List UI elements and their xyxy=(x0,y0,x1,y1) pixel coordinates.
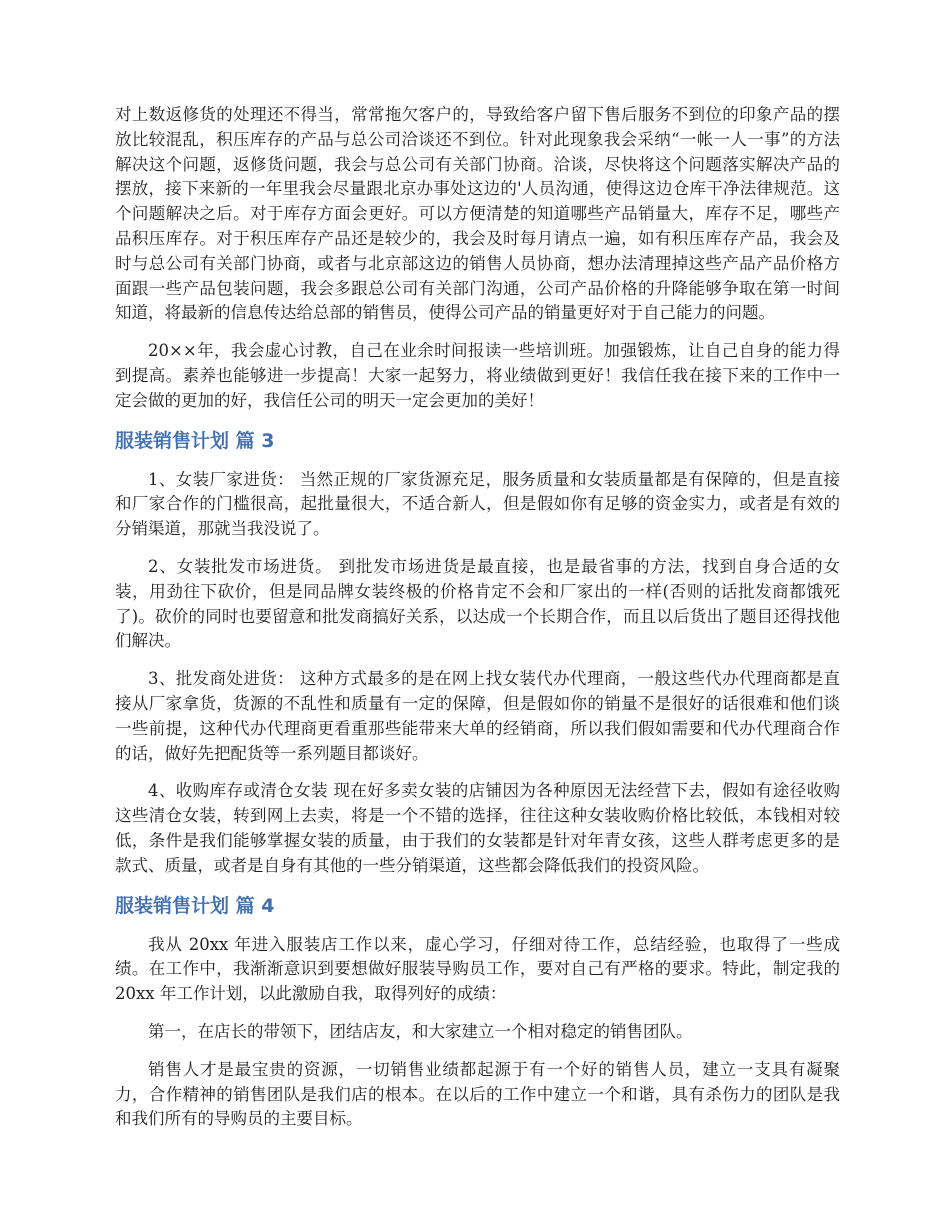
paragraph-self-improvement: 20××年，我会虚心讨教，自己在业余时间报读一些培训班。加强锻炼，让自己自身的能力得到提高。素养也能够进一步提高！大家一起努力，将业绩做到更好！我信任我在接下来的工作中一定会做的更加的好，我信任公司的明天一定会更加的美好！ xyxy=(115,341,840,410)
paragraph-work-intro: 我从 20xx 年进入服装店工作以来，虚心学习，仔细对待工作，总结经验，也取得了一些成绩。在工作中，我渐渐意识到要想做好服装导购员工作，要对自己有严格的要求。特此，制定我的 20xx 年工作计划，以此激励自我，取得列好的成绩： xyxy=(115,934,840,1004)
section-heading-plan-3: 服装销售计划 篇 3 xyxy=(115,429,275,452)
paragraph-factory-sourcing: 1、女装厂家进货： 当然正规的厂家货源充足，服务质量和女装质量都是有保障的，但是直接和厂家合作的门槛很高，起批量很大，不适合新人，但是假如你有足够的资金实力，或者是有效的分销渠道，那就当我没说了。 xyxy=(115,469,840,539)
paragraph-wholesaler-sourcing: 3、批发商处进货： 这种方式最多的是在网上找女装代办代理商，一般这些代办代理商都是直接从厂家拿货，货源的不乱性和质量有一定的保障，但是假如你的销量不是很好的话很难和他们谈一些前提，这种代办代理商更看重那些能带来大单的经销商，所以我们假如需要和代办代理商合作的话，做好先把配货等一系列题目都谈好。 xyxy=(115,669,840,763)
document-body xyxy=(115,103,840,1145)
paragraph-wholesale-market: 2、女装批发市场进货。 到批发市场进货是最直接，也是最省事的方法，找到自身合适的女装，用劲往下砍价，但是同品牌女装终极的价格肯定不会和厂家出的一样(否则的话批发商都饿死了)。砍价的同时也要留意和批发商搞好关系，以达成一个长期合作，而且以后货出了题目还得找他们解决。 xyxy=(115,556,840,651)
section-heading-plan-4: 服装销售计划 篇 4 xyxy=(115,894,275,917)
paragraph-sales-team: 销售人才是最宝贵的资源，一切销售业绩都起源于有一个好的销售人员，建立一支具有凝聚力，合作精神的销售团队是我们店的根本。在以后的工作中建立一个和谐，具有杀伤力的团队是我和我们所有的导购员的主要目标。 xyxy=(115,1059,840,1129)
paragraph-clearance-stock: 4、收购库存或清仓女装 现在好多卖女装的店铺因为各种原因无法经营下去，假如有途径收购这些清仓女装，转到网上去卖，将是一个不错的选择，往往这种女装收购价格比较低，本钱相对较低，条件是我们能够掌握女装的质量，由于我们的女装都是针对年青女孩，这些人群考虑更多的是款式、质量，或者是自身有其他的一些分销渠道，这些都会降低我们的投资风险。 xyxy=(115,781,840,875)
paragraph-first-goal: 第一，在店长的带领下，团结店友，和大家建立一个相对稳定的销售团队。 xyxy=(148,1021,693,1041)
paragraph-inventory-handling: 对上数返修货的处理还不得当，常常拖欠客户的，导致给客户留下售后服务不到位的印象产品的摆放比较混乱，积压库存的产品与总公司洽谈还不到位。针对此现象我会采纳“一帐一人一事”的方法解决这个问题，返修货问题，我会与总公司有关部门协商。洽谈，尽快将这个问题落实解决产品的摆放，接下来新的一年里我会尽量跟北京办事处这边的'人员沟通，使得这边仓库干净法律规范。这个问题解决之后。对于库存方面会更好。可以方便清楚的知道哪些产品销量大，库存不足，哪些产品积压库存。对于积压库存产品还是较少的，我会及时每月请点一遍，如有积压库存产品，我会及时与总公司有关部门协商，或者与北京部这边的销售人员协商，想办法清理掉这些产品产品价格方面跟一些产品包装问题，我会多跟总公司有关部门沟通，公司产品价格的升降能够争取在第一时间知道，将最新的信息传达给总部的销售员，使得公司产品的销量更好对于自己能力的问题。 xyxy=(115,105,840,323)
